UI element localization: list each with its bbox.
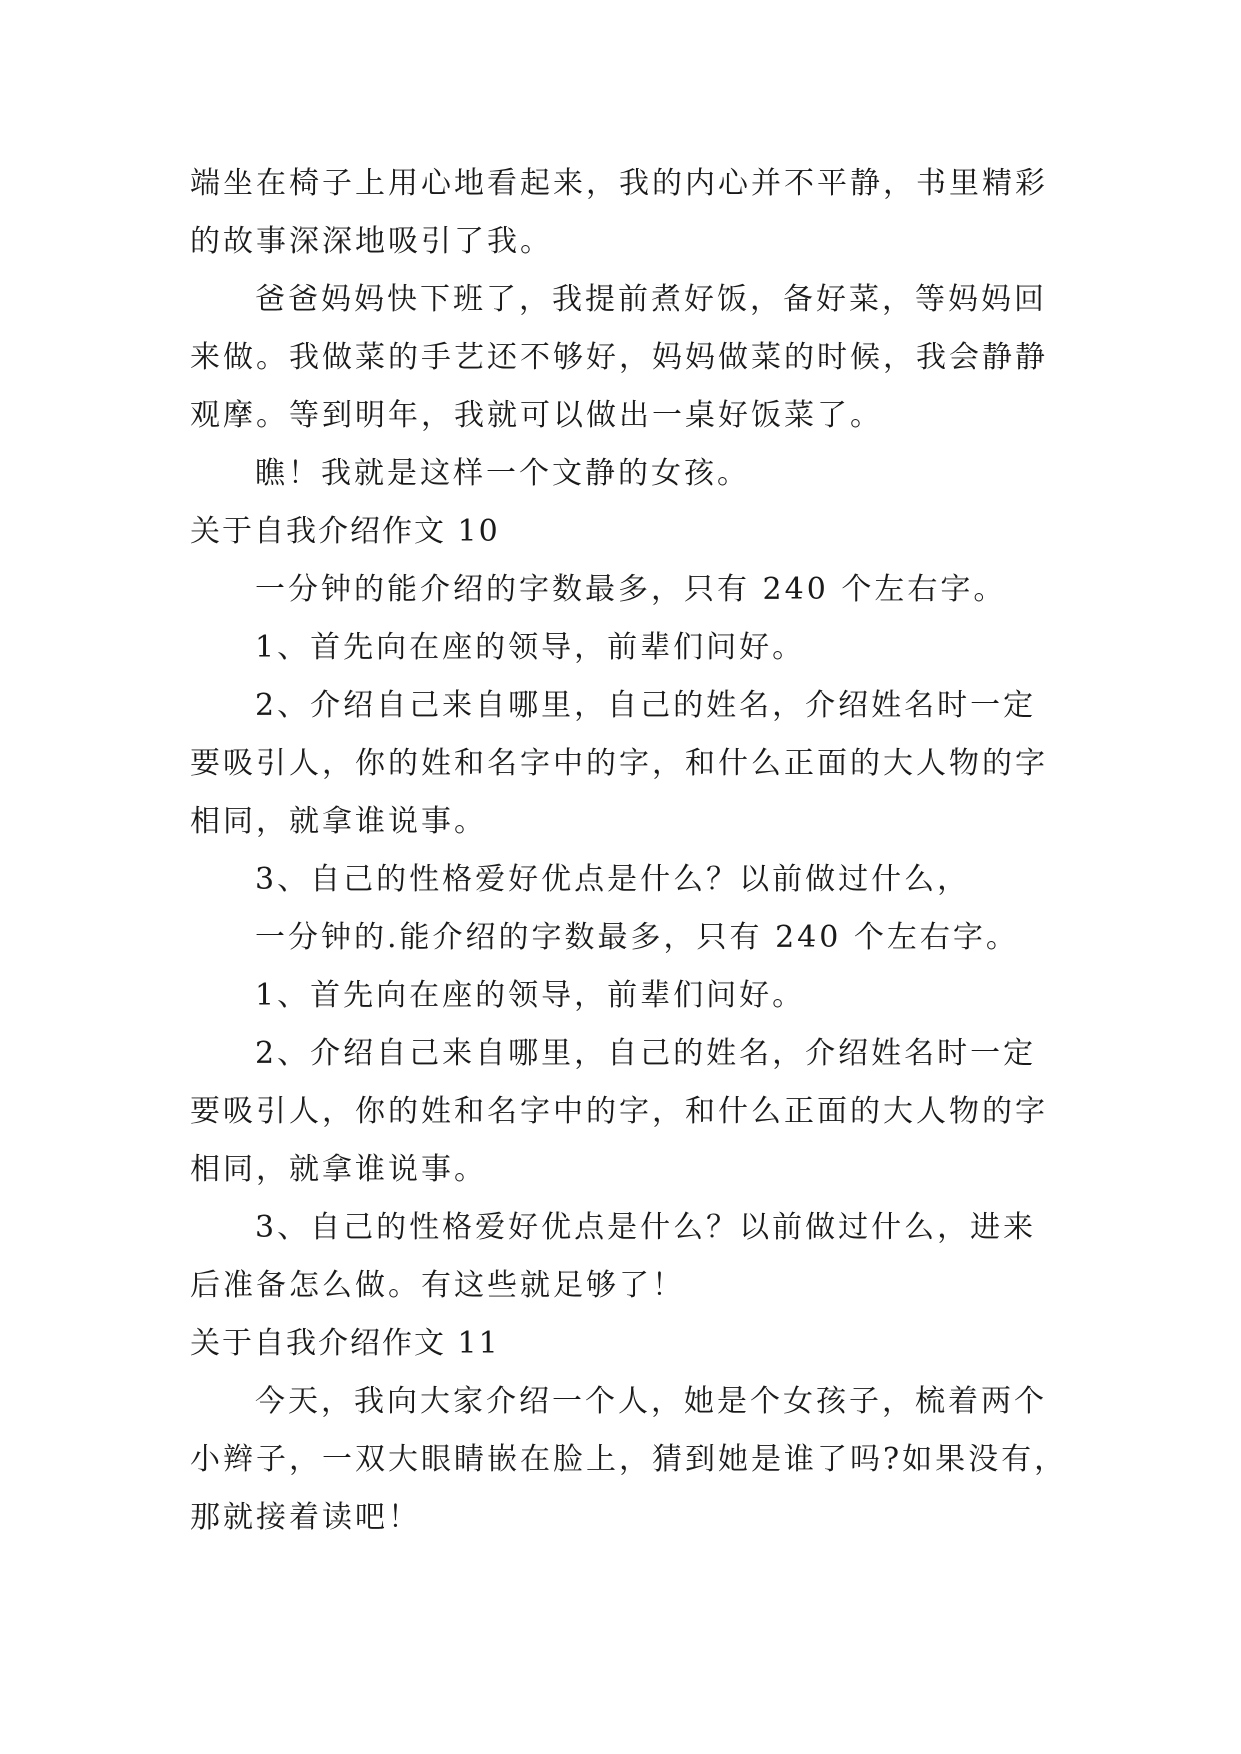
paragraph-line: 要吸引人，你的姓和名字中的字，和什么正面的大人物的字 [190,746,1048,781]
paragraph-line: 一分钟的能介绍的字数最多，只有 240 个左右字。 [255,572,1007,607]
paragraph-line: 瞧！我就是这样一个文静的女孩。 [255,456,750,491]
paragraph-line: 2、介绍自己来自哪里，自己的姓名，介绍姓名时一定 [255,688,1037,723]
paragraph-line: 要吸引人，你的姓和名字中的字，和什么正面的大人物的字 [190,1094,1048,1129]
paragraph-line: 1、首先向在座的领导，前辈们问好。 [255,978,806,1013]
paragraph-line: 1、首先向在座的领导，前辈们问好。 [255,630,806,665]
paragraph-line: 那就接着读吧！ [190,1500,421,1535]
paragraph-line: 的故事深深地吸引了我。 [190,224,553,259]
paragraph-line: 端坐在椅子上用心地看起来，我的内心并不平静，书里精彩 [190,166,1048,201]
paragraph-line: 今天，我向大家介绍一个人，她是个女孩子，梳着两个 [255,1384,1047,1419]
document-body [190,155,1070,1547]
section-heading: 关于自我介绍作文 11 [190,1326,500,1361]
paragraph-line: 来做。我做菜的手艺还不够好，妈妈做菜的时候，我会静静 [190,340,1048,375]
paragraph-line: 一分钟的.能介绍的字数最多，只有 240 个左右字。 [255,920,1019,955]
paragraph-line: 观摩。等到明年，我就可以做出一桌好饭菜了。 [190,398,883,433]
paragraph-line: 相同，就拿谁说事。 [190,1152,487,1187]
paragraph-line: 小辫子，一双大眼睛嵌在脸上，猜到她是谁了吗?如果没有， [190,1442,1068,1477]
paragraph-line: 爸爸妈妈快下班了，我提前煮好饭，备好菜，等妈妈回 [255,282,1047,317]
paragraph-line: 后准备怎么做。有这些就足够了！ [190,1268,685,1303]
paragraph-line: 3、自己的性格爱好优点是什么？以前做过什么， [255,862,971,897]
paragraph-line: 2、介绍自己来自哪里，自己的姓名，介绍姓名时一定 [255,1036,1037,1071]
section-heading: 关于自我介绍作文 10 [190,514,500,549]
paragraph-line: 3、自己的性格爱好优点是什么？以前做过什么，进来 [255,1210,1037,1245]
paragraph-line: 相同，就拿谁说事。 [190,804,487,839]
